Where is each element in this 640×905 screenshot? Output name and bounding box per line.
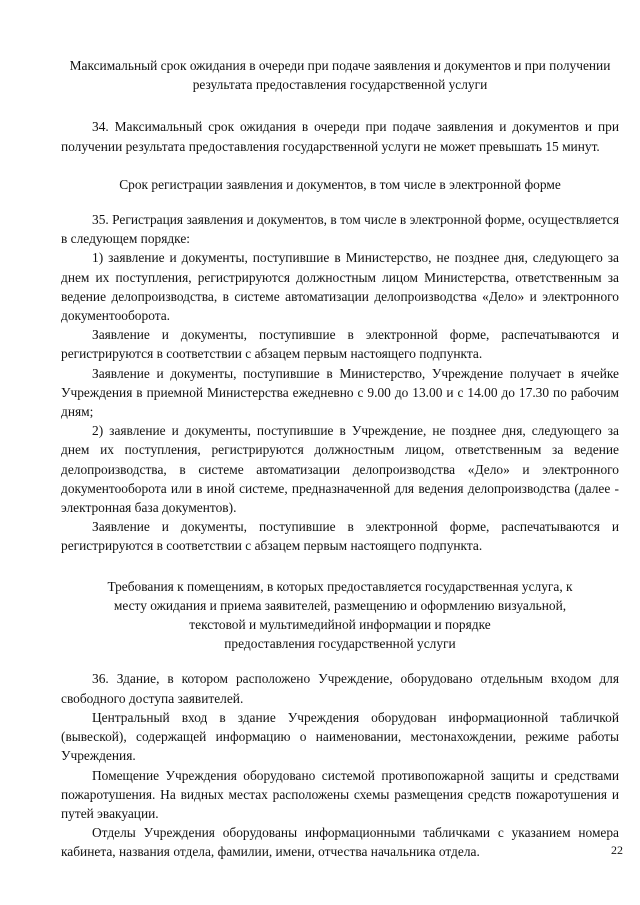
- section-heading-premises-line-3: текстовой и мультимедийной информации и порядке: [189, 617, 491, 633]
- paragraph-35-electronic-ministry: Заявление и документы, поступившие в электронной форме, распечатываются и регистрируются в соответствии с абзацем первым настоящего подпункта.: [61, 327, 619, 362]
- paragraph-35-item-2: 2) заявление и документы, поступившие в Учреждение, не позднее дня, следующего за днем их поступления, регистрируются должностным лицом, ответственным за ведение делопроизводства, в системе автоматизации делопроизводства «Дело» и электронного документооборота или в иной системе, предназначенной для ведения делопроизводства (далее - электронная база документов).: [61, 423, 619, 516]
- section-heading-registration: Срок регистрации заявления и документов, в том числе в электронной форме: [119, 176, 561, 192]
- paragraph-35: 35. Регистрация заявления и документов, в том числе в электронной форме, осуществляется в следующем порядке:: [61, 212, 619, 247]
- section-heading-waiting-time: Максимальный срок ожидания в очереди при подаче заявления и документов и при получении результата предоставления государственной услуги: [69, 58, 611, 93]
- paragraph-35-reception-hours: Заявление и документы, поступившие в Министерство, Учреждение получает в ячейке Учреждения в приемной Министерства ежедневно с 9.00 до 13.00 и с 14.00 до 17.30 по рабочим дням;: [61, 365, 619, 420]
- paragraph-35-electronic-institution: Заявление и документы, поступившие в электронной форме, распечатываются и регистрируются в соответствии с абзацем первым настоящего подпункта.: [61, 519, 619, 554]
- section-heading-premises-line-2: месту ожидания и приема заявителей, размещению и оформлению визуальной,: [113, 597, 567, 613]
- paragraph-35-item-1: 1) заявление и документы, поступившие в Министерство, не позднее дня, следующего за днем их поступления, регистрируются должностным лицом Министерства, ответственным за ведение делопроизводства, в системе автоматизации делопроизводства «Дело» и электронного документооборота.: [61, 250, 619, 324]
- section-heading-premises: [61, 577, 619, 654]
- paragraph-36-entrance-sign: Центральный вход в здание Учреждения оборудован информационной табличкой (вывеской), содержащей информацию о наименовании, местонахождении, режиме работы Учреждения.: [61, 709, 619, 764]
- paragraph-36-fire-safety: Помещение Учреждения оборудовано системой противопожарной защиты и средствами пожаротушения. На видных местах расположены схемы размещения средств пожаротушения и путей эвакуации.: [61, 767, 619, 821]
- section-heading-premises-line-4: предоставления государственной услуги: [224, 636, 456, 652]
- paragraph-36-department-signs: Отделы Учреждения оборудованы информационными табличками с указанием номера кабинета, названия отдела, фамилии, имени, отчества начальника отдела.: [61, 825, 619, 860]
- paragraph-36: 36. Здание, в котором расположено Учреждение, оборудовано отдельным входом для свободного доступа заявителей.: [61, 671, 619, 706]
- page-number: 22: [611, 843, 623, 857]
- section-heading-premises-line-1: Требования к помещениям, в которых предоставляется государственная услуга, к: [107, 578, 573, 594]
- paragraph-34: 34. Максимальный срок ожидания в очереди при подаче заявления и документов и при получении результата предоставления государственной услуги не может превышать 15 минут.: [61, 119, 619, 154]
